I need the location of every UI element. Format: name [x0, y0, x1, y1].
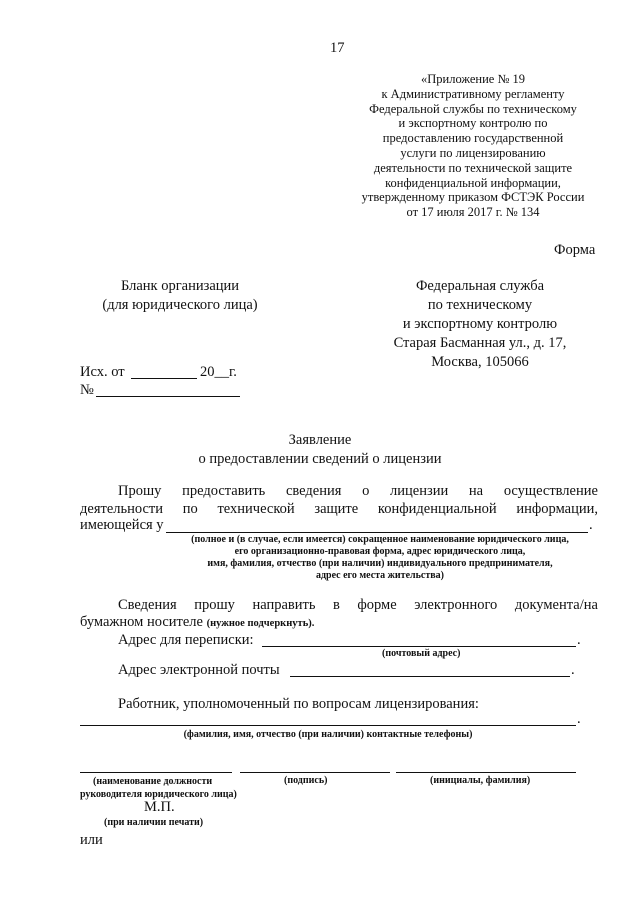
stamp-hint: (при наличии печати) — [104, 817, 204, 828]
outgoing-date-label: Исх. от — [80, 364, 125, 380]
document-title — [0, 431, 640, 469]
appendix-line: от 17 июля 2017 г. № 134 — [406, 205, 540, 220]
word: на — [468, 483, 484, 499]
number-line — [96, 396, 240, 397]
hint-line: имя, фамилия, отчество (при наличии) индивидуального предпринимателя, — [207, 558, 553, 569]
word: документа/на — [514, 597, 598, 613]
address-line: Москва, 105066 — [431, 354, 529, 370]
request-line-1 — [118, 483, 598, 500]
word: Сведения — [118, 597, 177, 613]
word: в — [332, 597, 340, 613]
worker-period: . — [577, 711, 581, 727]
word: о — [362, 483, 370, 499]
initials-hint: (инициалы, фамилия) — [430, 775, 531, 786]
word: предоставить — [182, 483, 266, 499]
recipient-line: по техническому — [427, 297, 533, 313]
word: Прошу — [118, 483, 162, 499]
word: электронного — [414, 597, 498, 613]
postal-address-hint: (почтовый адрес) — [382, 648, 461, 659]
initials-line[interactable] — [396, 772, 576, 773]
worker-label: Работник, уполномоченный по вопросам лицензирования: — [118, 696, 479, 712]
recipient-line: Федеральная служба — [415, 278, 545, 294]
position-hint — [80, 775, 237, 801]
hint-line: (полное и (в случае, если имеется) сокращенное наименование юридического лица, — [191, 534, 569, 545]
outgoing-year-label: 20__г. — [200, 364, 237, 380]
postal-address-line[interactable] — [262, 646, 576, 647]
hint-line: адрес его места жительства) — [315, 570, 445, 581]
send-line-1 — [118, 597, 598, 614]
blank-line: (для юридического лица) — [102, 297, 258, 313]
date-line — [131, 378, 197, 379]
blank-organization — [70, 277, 290, 315]
send-line-2 — [80, 614, 314, 632]
recipient-address — [370, 334, 590, 372]
word: конфиденциальной — [377, 501, 497, 517]
or-label: или — [80, 832, 103, 848]
appendix-line: предоставлению государственной — [382, 131, 564, 146]
word: направить — [252, 597, 316, 613]
organization-name-line[interactable] — [166, 532, 588, 533]
email-label: Адрес электронной почты — [118, 662, 280, 678]
appendix-line: конфиденциальной информации, — [385, 175, 561, 190]
form-label: Форма — [554, 242, 596, 258]
organization-hint — [180, 534, 580, 582]
word: защите — [314, 501, 359, 517]
appendix-line: «Приложение № 19 — [420, 72, 526, 86]
request-line-3-prefix: имеющейся у — [80, 517, 164, 533]
word: осуществление — [503, 483, 598, 499]
request-line-3-suffix: . — [589, 517, 593, 533]
word: деятельности — [80, 501, 164, 517]
word: информации, — [516, 501, 598, 517]
appendix-line: деятельности по технической защите — [373, 160, 573, 175]
word: по — [182, 501, 198, 517]
email-line[interactable] — [290, 676, 570, 677]
email-period: . — [571, 662, 575, 678]
postal-address-label: Адрес для переписки: — [118, 632, 254, 648]
send-line-2-hint: (нужное подчеркнуть). — [206, 618, 315, 629]
word: сведения — [285, 483, 342, 499]
appendix-line: утвержденному приказом ФСТЭК России — [361, 190, 585, 205]
word: технической — [217, 501, 295, 517]
word: форме — [357, 597, 397, 613]
page-number: 17 — [330, 40, 345, 56]
title-line: Заявление — [288, 432, 352, 448]
word: лицензии — [390, 483, 449, 499]
address-line: Старая Басманная ул., д. 17, — [393, 335, 567, 351]
word: прошу — [194, 597, 235, 613]
stamp-label: М.П. — [144, 799, 175, 815]
outgoing-number-label: № — [80, 382, 94, 398]
hint-line: его организационно-правовая форма, адрес юридического лица, — [234, 546, 526, 557]
send-line-2-main: бумажном носителе — [80, 614, 207, 630]
signature-hint: (подпись) — [284, 775, 328, 786]
blank-line: Бланк организации — [120, 278, 240, 294]
postal-period: . — [577, 632, 581, 648]
appendix-block — [318, 72, 628, 220]
title-line: о предоставлении сведений о лицензии — [198, 451, 442, 467]
recipient-line: и экспортному контролю — [402, 316, 558, 332]
hint-line: (наименование должности — [93, 776, 213, 787]
hint-line: руководителя юридического лица) — [80, 789, 237, 800]
recipient-block — [370, 277, 590, 334]
signature-line[interactable] — [240, 772, 390, 773]
worker-hint: (фамилия, имя, отчество (при наличии) контактные телефоны) — [183, 729, 473, 740]
appendix-line: услуги по лицензированию — [400, 145, 546, 160]
appendix-line: к Административному регламенту — [381, 86, 565, 101]
appendix-line: Федеральной службы по техническому — [369, 101, 577, 116]
worker-line[interactable] — [80, 725, 576, 726]
position-line[interactable] — [80, 772, 232, 773]
request-line-2 — [80, 501, 598, 518]
appendix-line: и экспортному контролю по — [398, 116, 548, 131]
